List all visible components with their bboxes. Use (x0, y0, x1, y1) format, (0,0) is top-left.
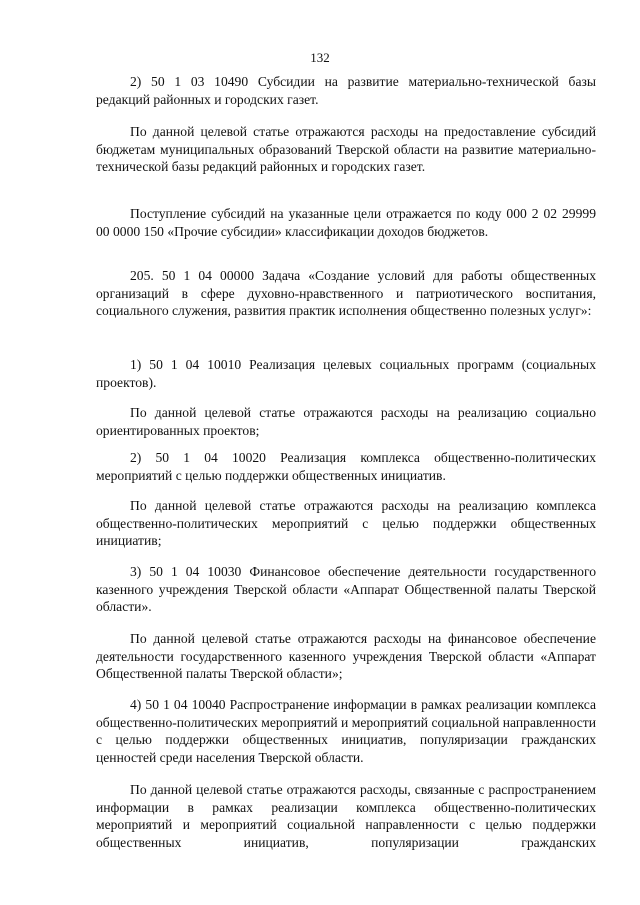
paragraph-item-10030: 3) 50 1 04 10030 Финансовое обеспечение деятельности государственного казенного учреждения Тверской области «Аппарат Общественной палаты Тверской области». (96, 564, 596, 615)
paragraph-item-10040: 4) 50 1 04 10040 Распространение информации в рамках реализации комплекса общественно-политических мероприятий и мероприятий социальной направленности с целью поддержки общественных инициатив, популяризации гражданских ценностей среди населения Тверской области. (96, 697, 596, 765)
paragraph-subsidy-10490-desc: По данной целевой статье отражаются расходы на предоставление субсидий бюджетам муниципальных образований Тверской области на развитие материально-технической базы редакций районных и городских газет. (96, 124, 596, 175)
paragraph-item-10010-desc: По данной целевой статье отражаются расходы на реализацию социально ориентированных проектов; (96, 405, 596, 438)
paragraph-item-10030-desc: По данной целевой статье отражаются расходы на финансовое обеспечение деятельности государственного казенного учреждения Тверской области «Аппарат Общественной палаты Тверской области»; (96, 631, 596, 682)
paragraph-subsidy-10490: 2) 50 1 03 10490 Субсидии на развитие материально-технической базы редакций районных и городских газет. (96, 74, 596, 107)
paragraph-task-205: 205. 50 1 04 00000 Задача «Создание условий для работы общественных организаций в сфере духовно-нравственного и патриотического воспитания, социального служения, развития практик исполнения общественно полезных услуг»: (96, 268, 596, 319)
paragraph-item-10020: 2) 50 1 04 10020 Реализация комплекса общественно-политических мероприятий с целью поддержки общественных инициатив. (96, 450, 596, 483)
page-number: 132 (310, 50, 330, 65)
paragraph-subsidy-income-code: Поступление субсидий на указанные цели отражается по коду 000 2 02 29999 00 0000 150 «Прочие субсидии» классификации доходов бюджетов. (96, 206, 596, 239)
paragraph-item-10020-desc: По данной целевой статье отражаются расходы на реализацию комплекса общественно-политических мероприятий с целью поддержки общественных инициатив; (96, 498, 596, 549)
paragraph-item-10010: 1) 50 1 04 10010 Реализация целевых социальных программ (социальных проектов). (96, 357, 596, 390)
paragraph-item-10040-desc: По данной целевой статье отражаются расходы, связанные с распространением информации в рамках реализации комплекса общественно-политических мероприятий и мероприятий социальной направленности с целью поддержки общественных инициатив, популяризации гражданских (96, 782, 596, 850)
